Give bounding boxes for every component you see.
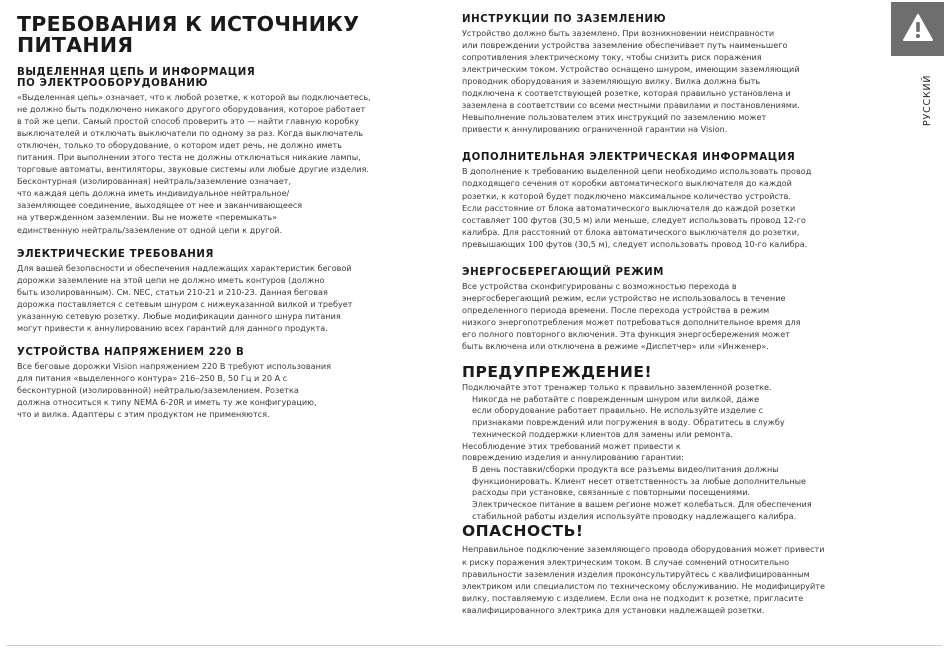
text-line: единственную нейтраль/заземление от одной цепи к другой. xyxy=(17,224,283,235)
text-line: признаками повреждений или погружения в воду. Обратитесь в службу xyxy=(472,417,785,428)
language-label: РУССКИЙ xyxy=(922,74,933,126)
section-heading: ЭНЕРГОСБЕРЕГАЮЩИЙ РЕЖИМ xyxy=(462,266,665,278)
text-line: Никогда не работайте с поврежденным шнуром или вилкой, даже xyxy=(472,393,760,404)
text-line: что и вилка. Адаптеры с этим продуктом не применяются. xyxy=(17,409,270,420)
bottom-divider xyxy=(6,645,942,646)
page-title xyxy=(17,14,417,56)
warning-triangle-icon xyxy=(902,13,934,43)
text-line: энергосберегающий режим, если устройство не использовалось в течение xyxy=(462,292,786,303)
page-title-line: ТРЕБОВАНИЯ К ИСТОЧНИКУ xyxy=(17,12,360,36)
text-line: что каждая цепь должна иметь индивидуальное нейтральное/ xyxy=(17,188,290,199)
dedicated-circuit-section xyxy=(17,67,417,236)
text-line: проводник оборудования и заземляющую вилку. Вилка должна быть xyxy=(462,76,761,87)
text-line: не должно быть подключено никакого другого оборудования, которое работает xyxy=(17,104,366,115)
section-body xyxy=(17,262,417,334)
text-line: составляет 100 футов (30,5 м) или меньше, следует использовать провод 12-го xyxy=(462,214,806,225)
text-line: Если расстояние от блока автоматического выключателя до каждой розетки xyxy=(462,202,796,213)
text-line: сопротивления электрическому току, чтобы снизить риск поражения xyxy=(462,52,762,63)
warning-section xyxy=(462,364,864,522)
section-body xyxy=(462,543,864,615)
text-line: заземлена в соответствии со всеми местными правилами и постановлениями. xyxy=(462,100,800,111)
text-line: могут привести к аннулированию всех гарантий для данного продукта. xyxy=(17,322,328,333)
grounding-section xyxy=(462,14,864,135)
text-line: или повреждении устройства заземление обеспечивает путь наименьшего xyxy=(462,40,788,51)
text-line: Невыполнение пользователем этих инструкций по заземлению может xyxy=(462,112,767,123)
text-line: вилку, поставляемую с изделием. Если она не подходит к розетке, пригласите xyxy=(462,592,804,603)
electrical-requirements-section xyxy=(17,249,417,334)
text-line: питания. При выполнении этого теста не должны отключаться никакие лампы, xyxy=(17,152,361,163)
section-body xyxy=(462,382,864,522)
text-line: Для вашей безопасности и обеспечения надлежащих характеристик беговой xyxy=(17,262,352,273)
danger-heading: ОПАСНОСТЬ! xyxy=(462,522,584,541)
text-line: привести к аннулированию ограниченной гарантии на Vision. xyxy=(462,124,728,135)
text-line: Все беговые дорожки Vision напряжением 220 В требуют использования xyxy=(17,360,332,371)
language-sidebar xyxy=(891,0,950,648)
text-line: к риску поражения электрическим током. В случае сомнений относительно xyxy=(462,556,790,567)
section-heading: ЭЛЕКТРИЧЕСКИЕ ТРЕБОВАНИЯ xyxy=(17,248,214,260)
text-line: розетки, к которой будет подключено максимальное количество устройств. xyxy=(462,190,791,201)
warning-box xyxy=(891,2,944,56)
text-line: функционировать. Клиент несет ответственность за любые дополнительные xyxy=(472,475,807,486)
danger-section xyxy=(462,523,864,615)
energy-saving-section xyxy=(462,267,864,352)
text-line: быть включена или отключена в режиме «Диспетчер» или «Инженер». xyxy=(462,340,769,351)
text-line: подключена к соответствующей розетке, которая правильно установлена и xyxy=(462,88,791,99)
right-column xyxy=(462,14,864,616)
text-line: В день поставки/сборки продукта все разъемы видео/питания должны xyxy=(472,463,779,474)
section-heading: УСТРОЙСТВА НАПРЯЖЕНИЕМ 220 В xyxy=(17,346,245,358)
section-body xyxy=(17,91,417,236)
text-line: электрическим током. Устройство оснащено шнуром, имеющим заземляющий xyxy=(462,64,800,75)
text-line: заземляющее соединение, выходящее от нее и заканчивающееся xyxy=(17,200,303,211)
text-line: Несоблюдение этих требований может привести к xyxy=(462,440,681,451)
text-line: дорожки заземление на этой цепи не должно иметь контуров (должно xyxy=(17,274,325,285)
text-line: торговые автоматы, вентиляторы, звуковые системы или любые другие изделия. xyxy=(17,164,369,175)
text-line: его полного повторного включения. Эта функция энергосбережения может xyxy=(462,328,790,339)
section-body xyxy=(462,27,864,135)
additional-electrical-section xyxy=(462,152,864,249)
text-line: стабильной работы изделия используйте проводку надлежащего калибра. xyxy=(472,510,797,521)
text-line: В дополнение к требованию выделенной цепи необходимо использовать провод xyxy=(462,166,812,177)
text-line: калибра. Для расстояний от блока автоматического выключателя до розетки, xyxy=(462,226,800,237)
text-line: Все устройства сконфигурированы с возможностью перехода в xyxy=(462,280,737,291)
page-title-line: ПИТАНИЯ xyxy=(17,33,134,57)
section-heading: ДОПОЛНИТЕЛЬНАЯ ЭЛЕКТРИЧЕСКАЯ ИНФОРМАЦИЯ xyxy=(462,152,796,164)
language-label-wrap xyxy=(910,70,933,126)
text-line: если оборудование работает правильно. Не используйте изделие с xyxy=(472,405,764,416)
heading-line: ПО ЭЛЕКТРООБОРУДОВАНИЮ xyxy=(17,78,209,89)
text-line: превышающих 100 футов (30,5 м), следует использовать провод 10-го калибра. xyxy=(462,238,808,249)
text-line: правильности заземления изделия проконсультируйтесь с квалифицированным xyxy=(462,568,810,579)
section-body xyxy=(462,165,864,249)
text-line: Электрическое питание в вашем регионе может колебаться. Для обеспечения xyxy=(472,499,812,510)
text-line: Подключайте этот тренажер только к правильно заземленной розетке. xyxy=(462,382,772,393)
heading-line: ВЫДЕЛЕННАЯ ЦЕПЬ И ИНФОРМАЦИЯ xyxy=(17,67,256,78)
section-body xyxy=(17,360,417,420)
text-line: повреждению изделия и аннулированию гарантии: xyxy=(462,452,684,463)
text-line: квалифицированного электрика для установки надлежащей розетки. xyxy=(462,604,765,615)
section-heading: ИНСТРУКЦИИ ПО ЗАЗЕМЛЕНИЮ xyxy=(462,14,667,25)
text-line: для питания «выделенного контура» 216–250 В, 50 Гц и 20 А с xyxy=(17,372,288,383)
text-line: низкого энергопотребления может потребоваться дополнительное время для xyxy=(462,316,801,327)
text-line: должна относиться к типу NEMA 6-20R и иметь ту же конфигурацию, xyxy=(17,396,317,407)
text-line: технической поддержки клиентов для замены или ремонта. xyxy=(472,428,733,439)
text-line: электриком или специалистом по техническому обслуживанию. Не модифицируйте xyxy=(462,580,825,591)
text-line: бесконтурной (изолированной) нейтралью/заземлением. Розетка xyxy=(17,384,299,395)
text-line: Бесконтурная (изолированная) нейтраль/заземление означает, xyxy=(17,176,291,187)
text-line: указанную сетевую розетку. Любые модификации данного шнура питания xyxy=(17,310,341,321)
voltage-220-section xyxy=(17,347,417,420)
section-body xyxy=(462,280,864,352)
text-line: дорожка поставляется с сетевым шнуром с нижеуказанной вилкой и требует xyxy=(17,298,353,309)
text-line: определенного периода времени. После перехода устройства в режим xyxy=(462,304,770,315)
text-line: выключателей и отключать выключатели по одному за раз. Когда выключатель xyxy=(17,128,364,139)
text-line: «Выделенная цепь» означает, что к любой розетке, к которой вы подключаетесь, xyxy=(17,92,371,102)
left-column xyxy=(17,14,417,420)
section-heading xyxy=(17,67,417,89)
text-line: на утвержденном заземлении. Вы не можете «перемыкать» xyxy=(17,212,278,223)
text-line: подходящего сечения от коробки автоматического выключателя до каждой xyxy=(462,178,792,189)
text-line: Неправильное подключение заземляющего провода оборудования может привести xyxy=(462,544,825,555)
warning-heading: ПРЕДУПРЕЖДЕНИЕ! xyxy=(462,363,653,382)
text-line: расходы при установке, связанные с повторными посещениями. xyxy=(472,487,751,498)
text-line: в той же цепи. Самый простой способ проверить это — найти главную коробку xyxy=(17,116,360,127)
text-line: Устройство должно быть заземлено. При возникновении неисправности xyxy=(462,28,775,38)
text-line: отключен, только то оборудование, о котором идет речь, не должно иметь xyxy=(17,140,343,151)
text-line: быть изолированным). См. NEC, статьи 210-21 и 210-23. Данная беговая xyxy=(17,286,328,297)
